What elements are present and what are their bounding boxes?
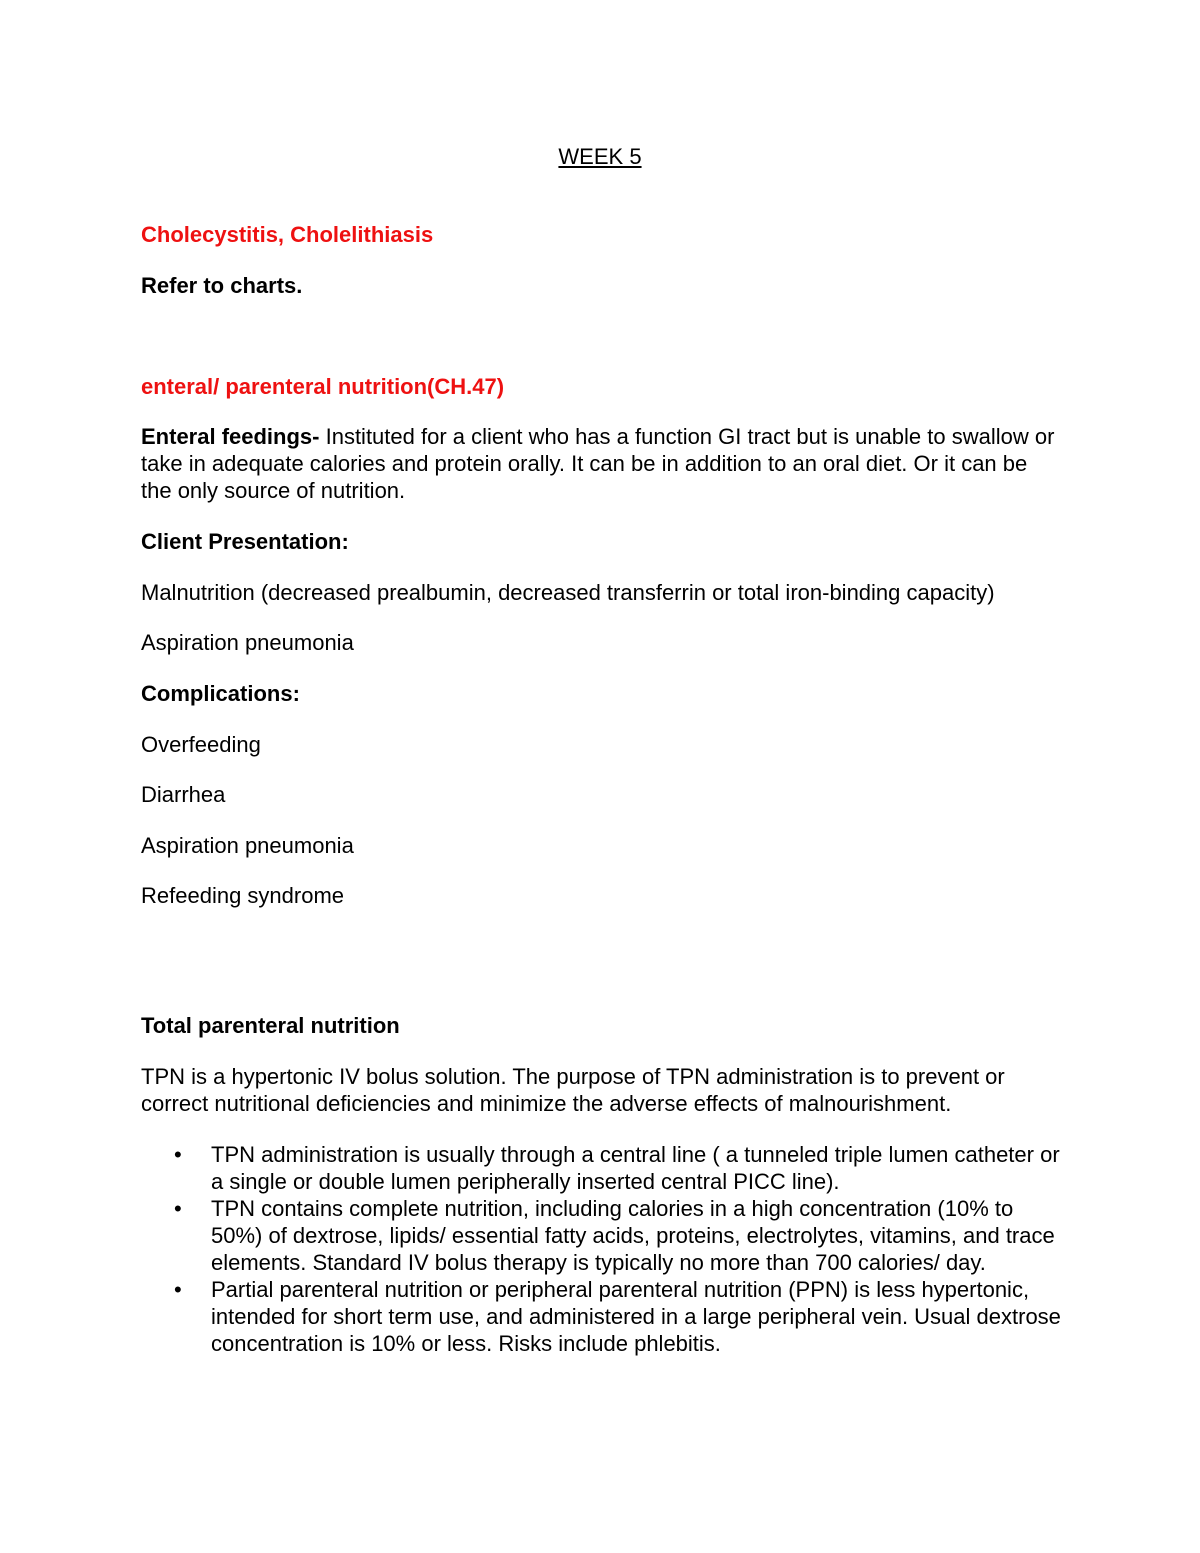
refer-to-charts-text: Refer to charts. [141,273,303,298]
section-heading-cholecystitis: Cholecystitis, Cholelithiasis [141,222,434,247]
complication-item: Refeeding syndrome [141,883,345,908]
complication-item: Diarrhea [141,782,226,807]
document-title: WEEK 5 [558,144,642,169]
bullet-dot-icon: • [174,1196,182,1221]
section-heading-nutrition: enteral/ parenteral nutrition(CH.47) [141,374,505,399]
tpn-bullet-list [141,1141,1061,1357]
complications-heading: Complications: [141,681,300,706]
enteral-feedings-definition: Instituted for a client who has a function GI tract but is unable to swallow or take in adequate calories and protein orally. It can be in addition to an oral diet. Or it can be the only source of nutrition. [141,424,1055,503]
client-presentation-item: Malnutrition (decreased prealbumin, decreased transferrin or total iron-binding capacity) [141,580,995,605]
bullet-dot-icon: • [174,1142,182,1167]
client-presentation-heading: Client Presentation: [141,529,349,554]
tpn-intro-paragraph: TPN is a hypertonic IV bolus solution. The purpose of TPN administration is to prevent or correct nutritional deficiencies and minimize the adverse effects of malnourishment. [141,1064,1005,1116]
tpn-bullet-item [141,1276,1061,1357]
complication-item: Aspiration pneumonia [141,833,354,858]
tpn-bullet-item [141,1141,1061,1195]
tpn-bullet-text: Partial parenteral nutrition or peripheral parenteral nutrition (PPN) is less hypertonic, intended for short term use, and administered in a large peripheral vein. Usual dextrose concentration is 10% or less. Risks include phlebitis. [211,1277,1061,1356]
client-presentation-item: Aspiration pneumonia [141,630,354,655]
tpn-bullet-text: TPN contains complete nutrition, including calories in a high concentration (10% to 50%) of dextrose, lipids/ essential fatty acids, proteins, electrolytes, vitamins, and trace elements. Standard IV bolus therapy is typically no more than 700 calories/ day. [211,1196,1055,1275]
bullet-dot-icon: • [174,1277,182,1302]
tpn-bullet-item [141,1195,1061,1276]
enteral-feedings-paragraph [141,423,1061,504]
complication-item: Overfeeding [141,732,261,757]
enteral-feedings-term: Enteral feedings- [141,424,320,449]
tpn-heading: Total parenteral nutrition [141,1013,400,1038]
tpn-bullet-text: TPN administration is usually through a central line ( a tunneled triple lumen catheter or a single or double lumen peripherally inserted central PICC line). [211,1142,1060,1194]
